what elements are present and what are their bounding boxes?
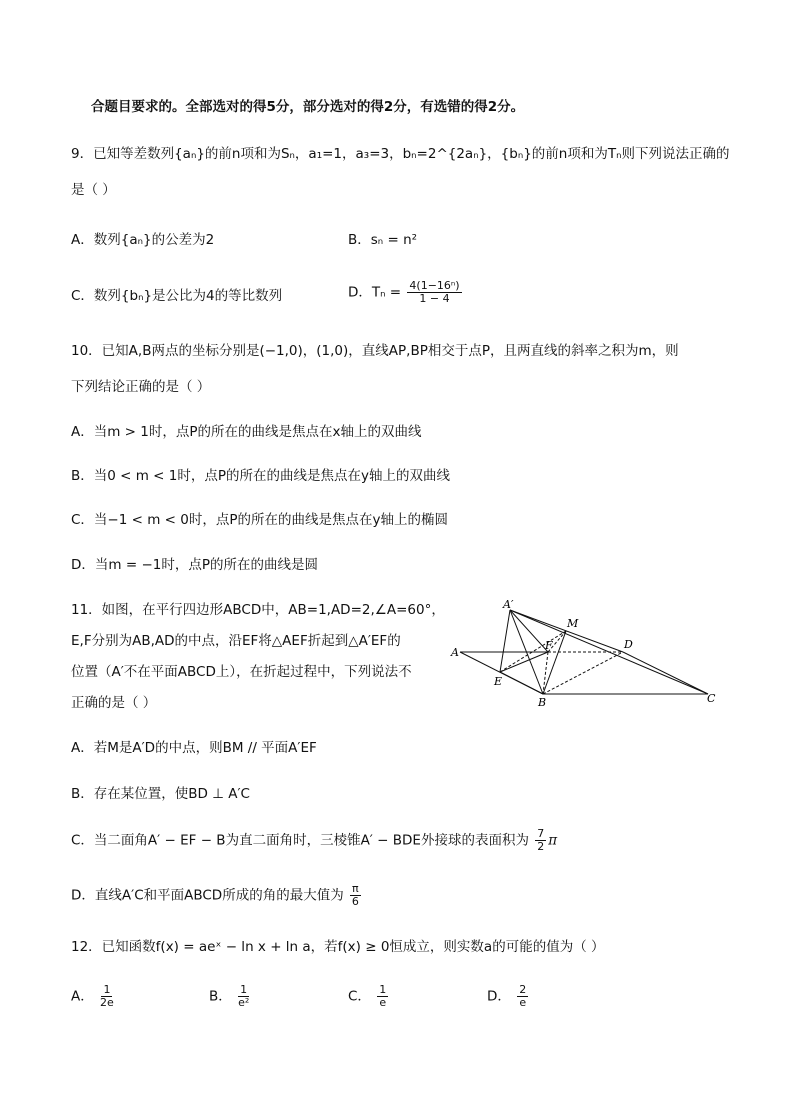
fig-edge-a1f xyxy=(510,610,548,652)
fig-label-b: B xyxy=(538,696,547,709)
fig-label-m: M xyxy=(567,617,579,630)
q11-option-c-fraction xyxy=(535,828,546,853)
q9-option-c[interactable]: C．数列{bₙ}是公比为4的等比数列 xyxy=(71,288,283,304)
fig-label-c: C xyxy=(707,692,716,705)
q12-stem: 12．已知函数f(x) = aeˣ − ln x + ln a，若f(x) ≥ 0恒成立，则实数a的可能的值为（ ） xyxy=(71,939,605,955)
q9-option-a[interactable]: A．数列{aₙ}的公差为2 xyxy=(71,232,215,248)
fig-edge-dc xyxy=(623,652,708,694)
section-intro: 合题目要求的。全部选对的得5分，部分选对的得2分，有选错的得2分。 xyxy=(91,99,525,115)
q12-b-numerator: 1 xyxy=(240,983,248,996)
fig-label-a: A xyxy=(451,646,459,659)
q11-stem-line4: 正确的是（ ） xyxy=(71,695,157,711)
q9-d-denominator: 1 − 4 xyxy=(419,292,450,305)
q12-a-label: A． xyxy=(71,988,94,1005)
q12-d-denominator: e xyxy=(519,996,527,1009)
q9-d-numerator: 4(1−16ⁿ) xyxy=(409,279,460,292)
q11-option-b[interactable]: B．存在某位置，使BD ⊥ A′C xyxy=(71,786,250,802)
q11-figure xyxy=(448,596,728,711)
q11-option-d[interactable] xyxy=(71,883,363,908)
fig-edge-bd xyxy=(543,652,623,694)
q11-stem-line2: E,F分别为AB,AD的中点，沿EF将△AEF折起到△A′EF的 xyxy=(71,633,401,649)
q10-option-b[interactable]: B．当0 < m < 1时，点P的所在的曲线是焦点在y轴上的双曲线 xyxy=(71,468,451,484)
q9-option-d-fraction xyxy=(407,280,461,305)
q11-stem-line3: 位置（A′不在平面ABCD上），在折起过程中，下列说法不 xyxy=(71,664,412,680)
q12-option-a[interactable] xyxy=(71,984,116,1009)
q11-c-pi: π xyxy=(548,832,558,849)
q9-option-b[interactable]: B．sₙ = n² xyxy=(348,232,418,248)
q11-option-d-text: D．直线A′C和平面ABCD所成的角的最大值为 xyxy=(71,887,344,904)
q9-stem-line1: 9．已知等差数列{aₙ}的前n项和为Sₙ，a₁=1，a₃=3，bₙ=2^{2aₙ}，{bₙ}的前n项和为Tₙ则下列说法正确的 xyxy=(71,146,730,162)
q10-option-a[interactable]: A．当m > 1时，点P的所在的曲线是焦点在x轴上的双曲线 xyxy=(71,424,422,440)
q11-option-a[interactable]: A．若M是A′D的中点，则BM // 平面A′EF xyxy=(71,740,317,756)
q12-d-numerator: 2 xyxy=(519,983,527,996)
q12-a-fraction xyxy=(100,984,114,1009)
q11-option-c-text: C．当二面角A′ − EF − B为直二面角时，三棱锥A′ − BDE外接球的表面积为 xyxy=(71,832,529,849)
q12-a-numerator: 1 xyxy=(103,983,111,996)
fig-label-d: D xyxy=(624,638,633,651)
q11-d-numerator: π xyxy=(352,882,359,895)
q12-b-fraction xyxy=(238,984,249,1009)
q12-d-fraction xyxy=(517,984,528,1009)
fig-label-f: F xyxy=(545,639,553,652)
q9-stem-line2: 是（ ） xyxy=(71,182,116,198)
q10-option-d[interactable]: D．当m = −1时，点P的所在的曲线是圆 xyxy=(71,557,318,573)
q12-option-d[interactable] xyxy=(487,984,530,1009)
q10-option-c[interactable]: C．当−1 < m < 0时，点P的所在的曲线是焦点在y轴上的椭圆 xyxy=(71,512,448,528)
fig-edge-eb xyxy=(500,672,543,694)
q11-c-numerator: 7 xyxy=(537,827,545,840)
fig-edge-ef xyxy=(500,652,548,672)
q12-option-c[interactable] xyxy=(348,984,390,1009)
q12-c-fraction xyxy=(377,984,388,1009)
q12-c-denominator: e xyxy=(379,996,387,1009)
q9-option-d-label: D．Tₙ = xyxy=(348,284,402,301)
q12-b-denominator: e² xyxy=(238,996,250,1009)
fig-edge-a1e xyxy=(500,610,510,672)
q11-c-denominator: 2 xyxy=(537,840,545,853)
q10-stem-line2: 下列结论正确的是（ ） xyxy=(71,379,211,395)
q11-option-c[interactable] xyxy=(71,828,557,853)
q12-a-denominator: 2e xyxy=(100,996,114,1009)
q12-b-label: B． xyxy=(209,988,232,1005)
q12-option-b[interactable] xyxy=(209,984,251,1009)
q11-option-d-fraction xyxy=(350,883,361,908)
q12-d-label: D． xyxy=(487,988,511,1005)
fig-label-e: E xyxy=(494,675,503,688)
q10-stem-line1: 10．已知A,B两点的坐标分别是(−1,0)，(1,0)，直线AP,BP相交于点P，且两直线的斜率之积为m，则 xyxy=(71,343,679,359)
q11-stem-line1: 11．如图，在平行四边形ABCD中，AB=1,AD=2,∠A=60°， xyxy=(71,602,445,618)
q9-option-d[interactable] xyxy=(348,280,464,305)
fig-label-a1: A′ xyxy=(503,598,514,611)
q12-c-numerator: 1 xyxy=(379,983,387,996)
q11-d-denominator: 6 xyxy=(351,895,359,908)
q12-c-label: C． xyxy=(348,988,371,1005)
